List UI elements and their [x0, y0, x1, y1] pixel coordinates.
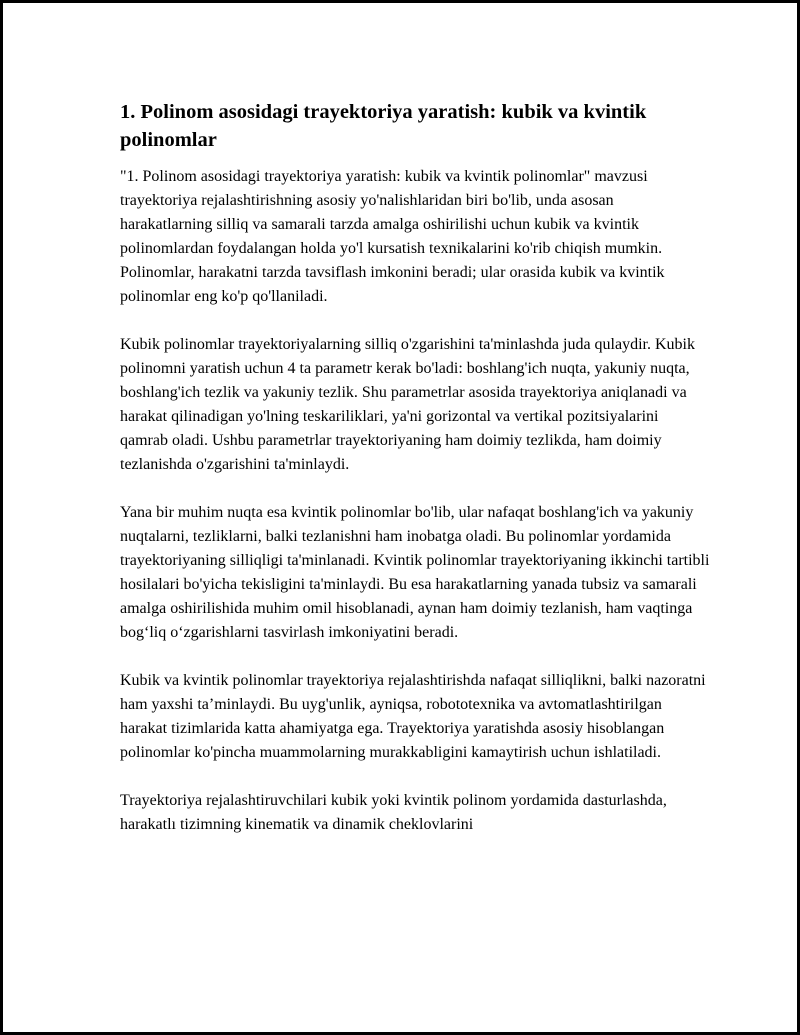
paragraph-cubic: Kubik polinomlar trayektoriyalarning silliq o'zgarishini ta'minlashda juda qulaydir. Kubik polinomni yaratish uchun 4 ta parametr kerak bo'ladi: boshlang'ich nuqta, yakuniy nuqta, boshlang'ich tezlik va yakuniy tezlik. Shu parametrlar asosida trayektoriya aniqlanadi va harakat qilinadigan yo'lning teskariliklari, ya'ni gorizontal va vertikal pozitsiyalarini qamrab oladi. Ushbu parametrlar trayektoriyaning ham doimiy tezlikda, ham doimiy tezlanishda o'zgarishini ta'minlaydi. — [120, 336, 695, 473]
document-title: 1. Polinom asosidagi trayektoriya yaratish: kubik va kvintik polinomlar — [120, 101, 647, 151]
paragraph-intro: "1. Polinom asosidagi trayektoriya yaratish: kubik va kvintik polinomlar" mavzusi trayektoriya rejalashtirishning asosiy yo'nalishlaridan biri bo'lib, unda asosan harakatlarning silliq va samarali tarzda amalga oshirilishi uchun kubik va kvintik polinomlardan foydalangan holda yo'l kursatish texnikalarini ko'rib chiqish mumkin. Polinomlar, harakatni tarzda tavsiflash imkonini beradi; ular orasida kubik va kvintik polinomlar eng ko'p qo'llaniladi. — [120, 168, 665, 305]
paragraph-planners: Trayektoriya rejalashtiruvchilari kubik yoki kvintik polinom yordamida dasturlashda, harakatlı tizimning kinematik va dinamik cheklovlarini — [120, 792, 667, 833]
paragraph-comparison: Kubik va kvintik polinomlar trayektoriya rejalashtirishda nafaqat silliqlikni, balki nazoratni ham yaxshi ta’minlaydi. Bu uyg'unlik, ayniqsa, robototexnika va avtomatlashtirilgan harakat tizimlarida katta ahamiyatga ega. Trayektoriya yaratishda asosiy hisoblangan polinomlar ko'pincha muammolarning murakkabligini kamaytirish uchun ishlatiladi. — [120, 672, 706, 761]
paragraph-quintic: Yana bir muhim nuqta esa kvintik polinomlar bo'lib, ular nafaqat boshlang'ich va yakuniy nuqtalarni, tezliklarni, balki tezlanishni ham inobatga oladi. Bu polinomlar yordamida trayektoriyaning silliqligi ta'minlanadi. Kvintik polinomlar trayektoriyaning ikkinchi tartibli hosilalari bo'yicha tekisligini ta'minlaydi. Bu esa harakatlarning yanada tubsiz va samarali amalga oshirilishida muhim omil hisoblanadi, aynan ham doimiy tezlanish, ham vaqtinga bog‘liq o‘zgarishlarni tasvirlash imkoniyatini beradi. — [120, 504, 710, 641]
document-body — [120, 98, 710, 837]
